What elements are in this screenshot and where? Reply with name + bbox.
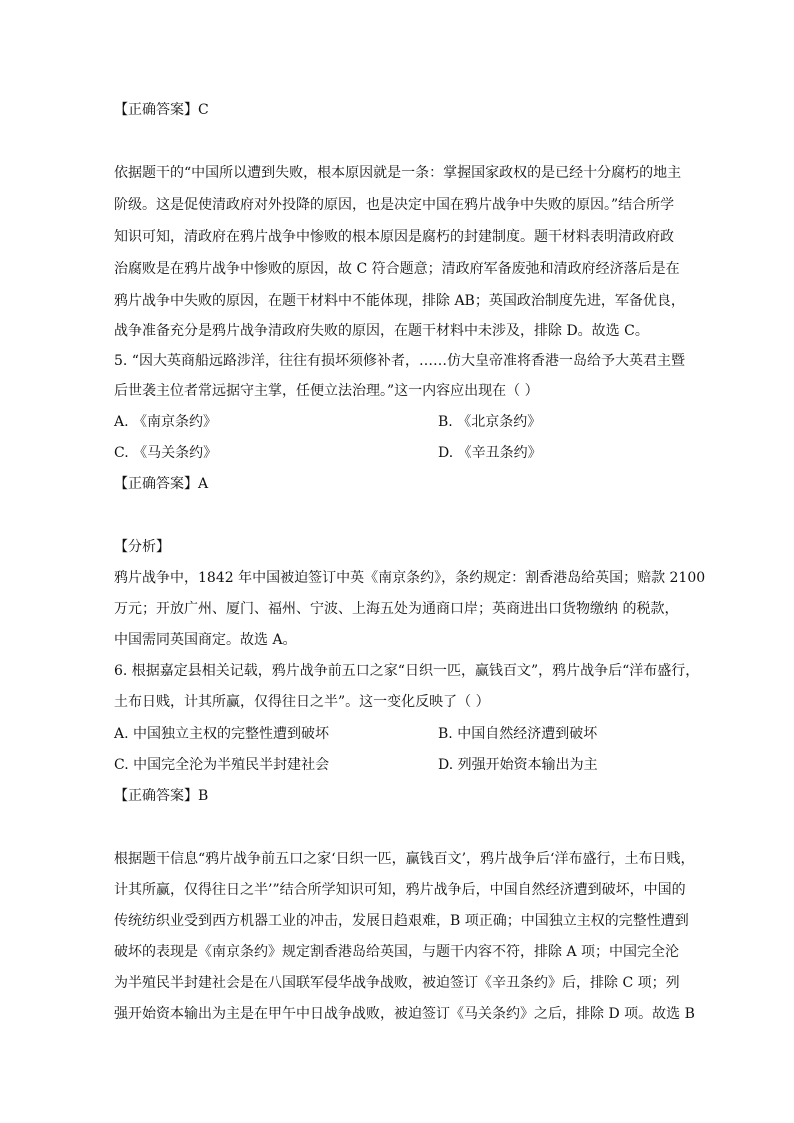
q4-explain-line: 知识可知，清政府在鸦片战争中惨败的根本原因是腐朽的封建制度。题干材料表明清政府政 [114,229,674,245]
q6-explain-line: 破坏的表现是《南京条约》规定割香港岛给英国，与题干内容不符，排除 A 项；中国完全沦 [114,944,680,960]
q6-explain-line: 根据题干信息“鸦片战争前五口之家‘日织一匹，赢钱百文’，鸦片战争后‘洋布盛行，土布日贱， [114,851,695,867]
q5-option-d: D. 《辛丑条约》 [438,445,542,461]
q5-option-a: A. 《南京条约》 [114,414,218,430]
q6-option-d: D. 列强开始资本输出为主 [438,757,598,773]
q6-answer-label: 【正确答案】B [114,788,209,804]
q5-answer-label: 【正确答案】A [114,476,209,492]
q5-analysis-label: 【分析】 [114,539,170,555]
q4-explain-line: 阶级。这是促使清政府对外投降的原因，也是决定中国在鸦片战争中失败的原因。”结合所学 [114,197,675,213]
q6-option-c: C. 中国完全沦为半殖民半封建社会 [114,757,330,773]
q6-stem-line: 土布日贱，计其所赢，仅得往日之半”。这一变化反映了（ ） [114,694,490,710]
q4-explain-line: 依据题干的“中国所以遭到失败，根本原因就是一条：掌握国家政权的是已经十分腐朽的地主 [114,165,682,181]
q6-option-a: A. 中国独立主权的完整性遭到破坏 [114,726,330,742]
q5-explain-line: 中国需同英国商定。故选 A。 [114,632,297,648]
q4-explain-line: 战争准备充分是鸦片战争清政府失败的原因，在题干材料中未涉及，排除 D。故选 C。 [114,323,649,339]
q5-explain-line: 万元；开放广州、厦门、福州、宁波、上海五处为通商口岸；英商进出口货物缴纳 的税款， [114,601,679,617]
q6-explain-line: 计其所赢，仅得往日之半’”结合所学知识可知，鸦片战争后，中国自然经济遭到破坏，中国的 [114,882,686,898]
q4-explain-line: 鸦片战争中失败的原因，在题干材料中不能体现，排除 AB；英国政治制度先进，军备优良， [114,293,685,309]
q6-explain-line: 强开始资本输出为主是在甲午中日战争战败，被迫签订《马关条约》之后，排除 D 项。故选 B [114,1006,695,1022]
q5-option-c: C. 《马关条约》 [114,445,218,461]
q5-stem-line: 5. “因大英商船远路涉洋，往往有损坏须修补者，……仿大皇帝准将香港一岛给予大英君主暨 [114,353,685,369]
q5-stem-line: 后世袭主位者常远据守主掌，任便立法治理。”这一内容应出现在（ ） [114,383,539,399]
q6-explain-line: 传统纺织业受到西方机器工业的冲击，发展日趋艰难，B 项正确；中国独立主权的完整性遭到 [114,913,689,929]
q5-option-b: B. 《北京条约》 [438,414,542,430]
q6-option-b: B. 中国自然经济遭到破坏 [438,726,598,742]
q4-explain-line: 治腐败是在鸦片战争中惨败的原因，故 C 符合题意；清政府军备废弛和清政府经济落后是在 [114,261,680,277]
q5-explain-line: 鸦片战争中，1842 年中国被迫签订中英《南京条约》，条约规定：割香港岛给英国；赔款 2100 [114,570,706,586]
q6-stem-line: 6. 根据嘉定县相关记载，鸦片战争前五口之家“日织一匹，赢钱百文”，鸦片战争后“洋布盛行， [114,663,700,679]
q4-answer-label: 【正确答案】C [114,102,209,118]
q6-explain-line: 为半殖民半封建社会是在八国联军侵华战争战败，被迫签订《辛丑条约》后，排除 C 项；列 [114,975,680,991]
